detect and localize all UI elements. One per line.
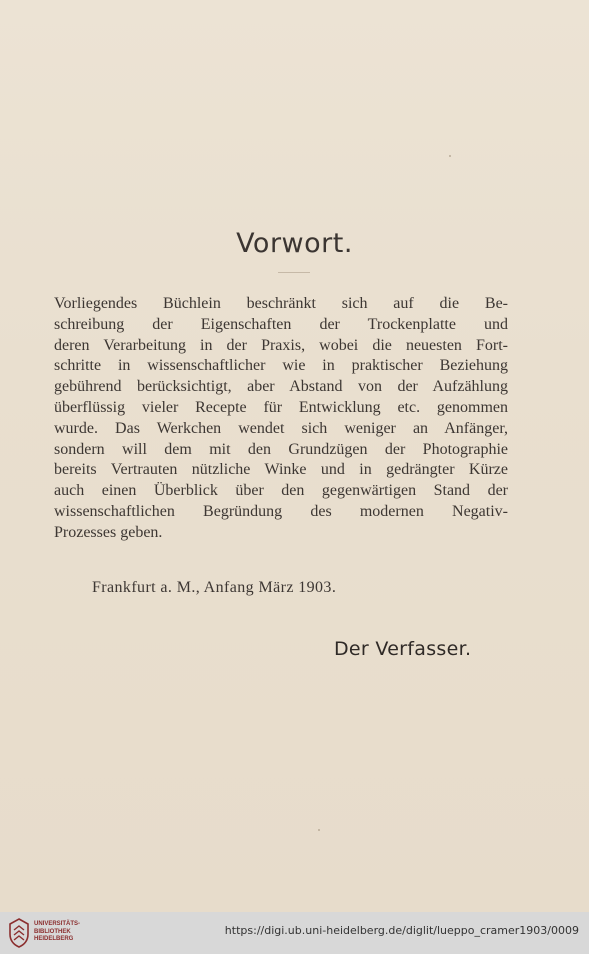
heading-divider <box>278 272 310 273</box>
paragraph-line: wurde. Das Werkchen wendet sich weniger an Anfänger, <box>54 419 508 437</box>
paragraph-line: schreibung der Eigenschaften der Trockenplatte und <box>54 315 508 333</box>
library-name-line: UNIVERSITÄTS- <box>34 921 81 927</box>
paper-speck <box>318 829 320 831</box>
preface-paragraph <box>54 294 508 544</box>
paragraph-line: deren Verarbeitung in der Praxis, wobei die neuesten Fort- <box>54 336 508 354</box>
paper-speck <box>449 155 451 157</box>
paragraph-line: Vorliegendes Büchlein beschränkt sich auf die Be- <box>54 295 508 312</box>
author-signature: Der Verfasser. <box>334 638 472 660</box>
library-name-line: HEIDELBERG <box>34 936 74 942</box>
paragraph-line: wissenschaftlichen Begründung des modernen Negativ- <box>54 502 508 520</box>
library-logo-icon <box>8 918 30 948</box>
paragraph-line: Prozesses geben. <box>54 523 163 541</box>
page-heading: Vorwort. <box>236 228 353 259</box>
paragraph-line: sondern will dem mit den Grundzügen der Photographie <box>54 440 508 458</box>
source-url-link[interactable]: https://digi.ub.uni-heidelberg.de/diglit/lueppo_cramer1903/0009 <box>224 924 579 937</box>
paragraph-line: gebührend berücksichtigt, aber Abstand von der Aufzählung <box>54 378 508 396</box>
library-footer-bar <box>0 912 589 954</box>
paragraph-line: überflüssig vieler Recepte für Entwicklung etc. genommen <box>54 398 508 416</box>
paragraph-line: bereits Vertrauten nützliche Winke und in gedrängter Kürze <box>54 461 508 479</box>
dateline: Frankfurt a. M., Anfang März 1903. <box>92 579 337 596</box>
library-name <box>34 921 80 944</box>
paragraph-line: schritte in wissenschaftlicher wie in praktischer Beziehung <box>54 357 508 375</box>
paragraph-line: auch einen Überblick über den gegenwärtigen Stand der <box>54 482 508 500</box>
library-name-line: BIBLIOTHEK <box>34 928 71 935</box>
